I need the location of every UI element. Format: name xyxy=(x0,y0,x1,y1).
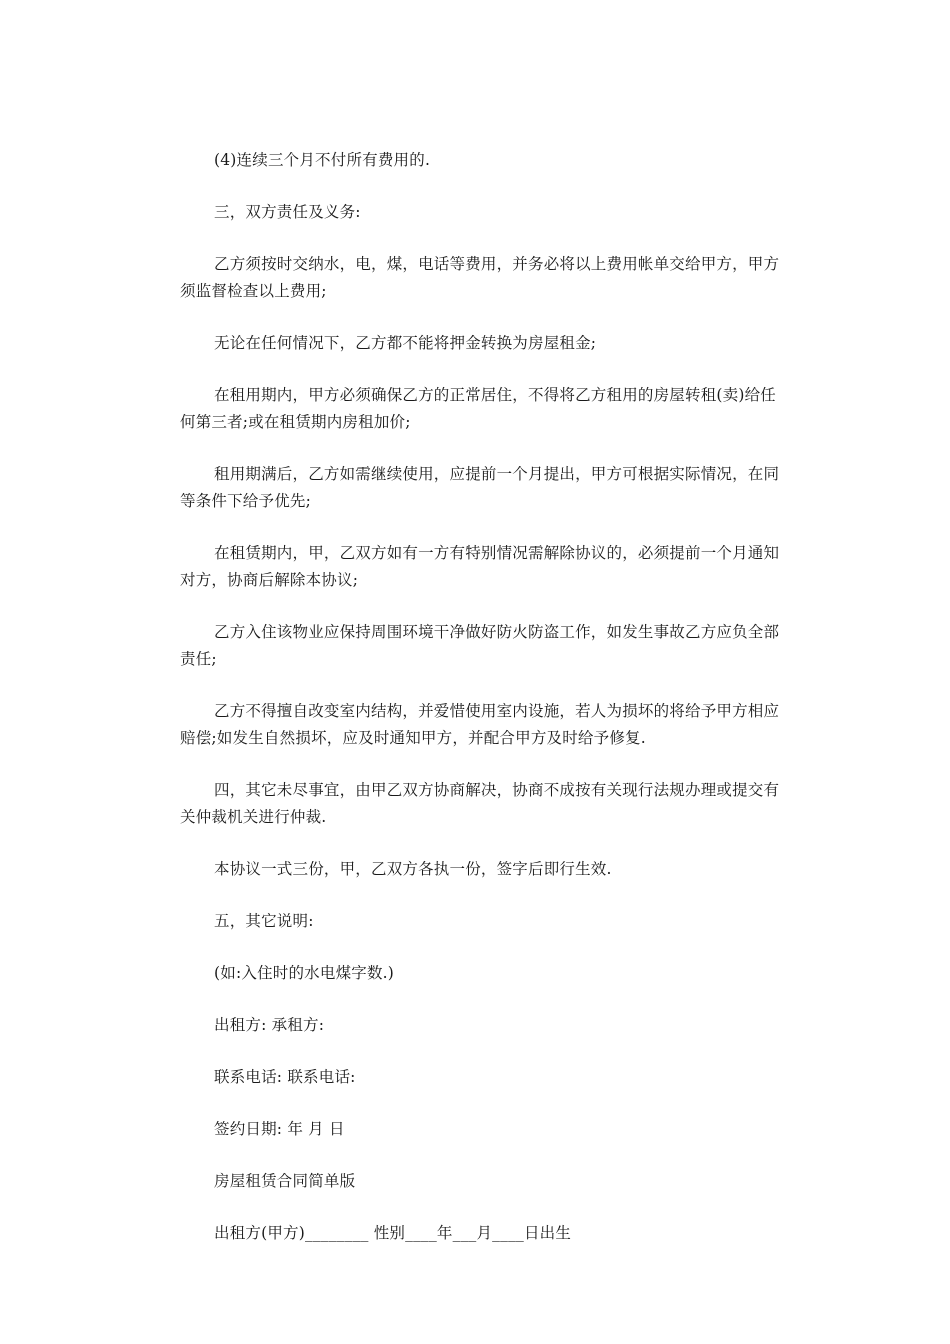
paragraph-5: 在租用期内，甲方必须确保乙方的正常居住，不得将乙方租用的房屋转租(卖)给任何第三者;或在租赁期内房租加价; xyxy=(180,386,776,431)
paragraph-6: 租用期满后，乙方如需继续使用，应提前一个月提出，甲方可根据实际情况，在同等条件下给予优先; xyxy=(180,465,780,510)
paragraph-11: 本协议一式三份，甲，乙双方各执一份，签字后即行生效. xyxy=(214,860,612,878)
paragraph-9: 乙方不得擅自改变室内结构，并爱惜使用室内设施，若人为损坏的将给予甲方相应赔偿;如发生自然损坏，应及时通知甲方，并配合甲方及时给予修复. xyxy=(180,702,780,747)
paragraph-15: 联系电话: 联系电话: xyxy=(214,1068,356,1086)
paragraph-17: 房屋租赁合同简单版 xyxy=(214,1172,356,1190)
paragraph-2: 三，双方责任及义务: xyxy=(214,203,361,221)
paragraph-3: 乙方须按时交纳水，电，煤，电话等费用，并务必将以上费用帐单交给甲方，甲方须监督检查以上费用; xyxy=(180,255,780,300)
paragraph-8: 乙方入住该物业应保持周围环境干净做好防火防盗工作，如发生事故乙方应负全部责任; xyxy=(180,623,780,668)
paragraph-7: 在租赁期内，甲，乙双方如有一方有特别情况需解除协议的，必须提前一个月通知对方，协商后解除本协议; xyxy=(180,544,780,589)
paragraph-4: 无论在任何情况下，乙方都不能将押金转换为房屋租金; xyxy=(214,334,597,352)
paragraph-10: 四，其它未尽事宜，由甲乙双方协商解决，协商不成按有关现行法规办理或提交有关仲裁机关进行仲裁. xyxy=(180,781,780,826)
paragraph-18: 出租方(甲方)________ 性别____年___月____日出生 xyxy=(214,1224,572,1242)
paragraph-1: (4)连续三个月不付所有费用的. xyxy=(214,151,431,169)
paragraph-13: (如:入住时的水电煤字数.) xyxy=(214,964,395,982)
paragraph-14: 出租方: 承租方: xyxy=(214,1016,325,1034)
document-body xyxy=(180,147,780,1272)
paragraph-16: 签约日期: 年 月 日 xyxy=(214,1120,345,1138)
paragraph-12: 五，其它说明: xyxy=(214,912,314,930)
